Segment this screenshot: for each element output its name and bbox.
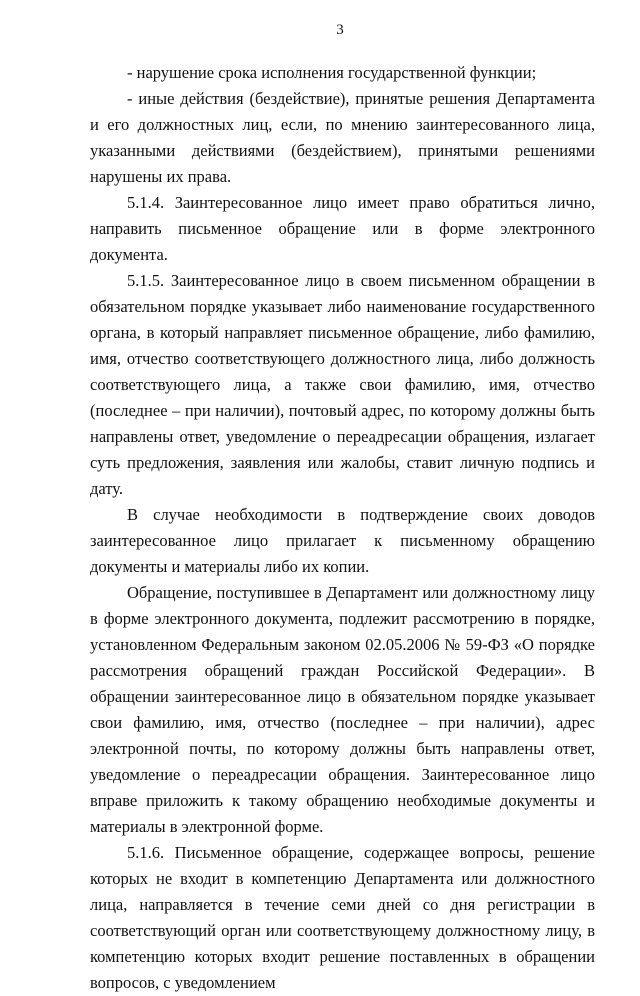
document-body [90, 60, 595, 996]
paragraph: В случае необходимости в подтверждение своих доводов заинтересованное лицо прилагает к письменному обращению документы и материалы либо их копии. [90, 505, 595, 576]
paragraph: 5.1.5. Заинтересованное лицо в своем письменном обращении в обязательном порядке указывает либо наименование государственного органа, в который направляет письменное обращение, либо фамилию, имя, отчество соответствующего должностного лица, либо должность соответствующего лица, а также свои фамилию, имя, отчество (последнее – при наличии), почтовый адрес, по которому должны быть направлены ответ, уведомление о переадресации обращения, излагает суть предложения, заявления или жалобы, ставит личную подпись и дату. [90, 271, 595, 498]
paragraph: - нарушение срока исполнения государственной функции; [127, 63, 537, 82]
paragraph: - иные действия (бездействие), принятые решения Департамента и его должностных лиц, если, по мнению заинтересованного лица, указанными действиями (бездействием), принятыми решениями нарушены их права. [90, 89, 595, 186]
paragraph: Обращение, поступившее в Департамент или должностному лицу в форме электронного документа, подлежит рассмотрению в порядке, установленном Федеральным законом 02.05.2006 № 59-ФЗ «О порядке рассмотрения обращений граждан Российской Федерации». В обращении заинтересованное лицо в обязательном порядке указывает свои фамилию, имя, отчество (последнее – при наличии), адрес электронной почты, по которому должны быть направлены ответ, уведомление о переадресации обращения. Заинтересованное лицо вправе приложить к такому обращению необходимые документы и материалы в электронной форме. [90, 583, 595, 836]
paragraph: 5.1.6. Письменное обращение, содержащее вопросы, решение которых не входит в компетенцию Департамента или должностного лица, направляется в течение семи дней со дня регистрации в соответствующий орган или соответствующему должностному лицу, в компетенцию которых входит решение поставленных в обращении вопросов, с уведомлением [90, 843, 595, 992]
paragraph: 5.1.4. Заинтересованное лицо имеет право обратиться лично, направить письменное обращение или в форме электронного документа. [90, 193, 595, 264]
page-number: 3 [336, 22, 344, 38]
